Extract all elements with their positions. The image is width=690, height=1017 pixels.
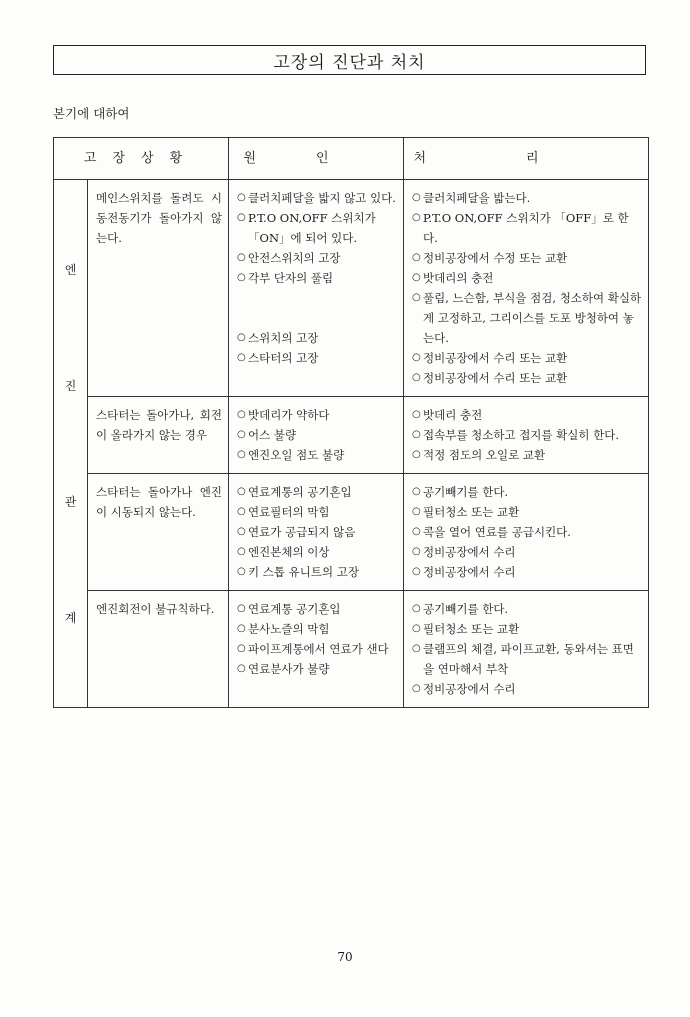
remedy-item: ○ P.T.O ON,OFF 스위치가 「OFF」로 한다. bbox=[412, 208, 642, 248]
remedy-item: ○ 클램프의 체결, 파이프교환, 동와셔는 표면을 연마해서 부착 bbox=[412, 639, 642, 679]
symptom-cell bbox=[88, 474, 229, 591]
table-header-row bbox=[54, 138, 649, 180]
cause-item: ○ 파이프계통에서 연료가 샌다 bbox=[237, 639, 397, 659]
cause-item: ○ 분사노즐의 막힘 bbox=[237, 619, 397, 639]
symptom-cell bbox=[88, 397, 229, 474]
remedy-item: ○ 필터청소 또는 교환 bbox=[412, 619, 642, 639]
cause-item: ○ P.T.O ON,OFF 스위치가 「ON」에 되어 있다. bbox=[237, 208, 397, 248]
remedy-cell bbox=[404, 591, 649, 708]
table-row bbox=[54, 474, 649, 591]
cause-item: ○ 클러치페달을 밟지 않고 있다. bbox=[237, 188, 397, 208]
cause-item: ○ 어스 불량 bbox=[237, 425, 397, 445]
cause-cell bbox=[229, 474, 404, 591]
table-row bbox=[54, 591, 649, 708]
remedy-item: ○ 밧데리의 충전 bbox=[412, 268, 642, 288]
section-subtitle: 본기에 대하여 bbox=[53, 106, 130, 121]
cause-cell bbox=[229, 591, 404, 708]
page-title: 고장의 진단과 처치 bbox=[53, 45, 646, 75]
remedy-item: ○ 정비공장에서 수리 bbox=[412, 679, 642, 699]
remedy-item: ○ 정비공장에서 수리 bbox=[412, 562, 642, 582]
symptom-cell bbox=[88, 180, 229, 397]
cause-item: ○ 연료분사가 불량 bbox=[237, 659, 397, 679]
diagnosis-table bbox=[53, 137, 649, 708]
remedy-item: ○ 콕을 열어 연료를 공급시킨다. bbox=[412, 522, 642, 542]
table-row bbox=[54, 180, 649, 397]
remedy-item: ○ 필터청소 또는 교환 bbox=[412, 502, 642, 522]
category-char: 관 bbox=[64, 494, 77, 509]
symptom-text: 메인스위치를 돌려도 시동전동기가 돌아가지 않는다. bbox=[96, 191, 223, 245]
category-cell bbox=[54, 180, 88, 708]
remedy-cell bbox=[404, 474, 649, 591]
symptom-text: 엔진회전이 불규칙하다. bbox=[96, 602, 215, 616]
spacer bbox=[237, 288, 397, 308]
remedy-cell bbox=[404, 397, 649, 474]
cause-item: ○ 안전스위치의 고장 bbox=[237, 248, 397, 268]
remedy-item: ○ 접속부를 청소하고 접지를 확실히 한다. bbox=[412, 425, 642, 445]
table-row bbox=[54, 397, 649, 474]
header-symptom: 고장상황 bbox=[54, 138, 229, 180]
remedy-item: ○ 클러치페달을 밟는다. bbox=[412, 188, 642, 208]
cause-item: ○ 연료가 공급되지 않음 bbox=[237, 522, 397, 542]
symptom-cell bbox=[88, 591, 229, 708]
cause-item: ○ 연료필터의 막힘 bbox=[237, 502, 397, 522]
remedy-item: ○ 적정 점도의 오일로 교환 bbox=[412, 445, 642, 465]
cause-item: ○ 스타터의 고장 bbox=[237, 348, 397, 368]
category-char: 계 bbox=[64, 610, 77, 625]
remedy-cell bbox=[404, 180, 649, 397]
cause-item: ○ 연료계통의 공기혼입 bbox=[237, 482, 397, 502]
remedy-item: ○ 정비공장에서 수정 또는 교환 bbox=[412, 248, 642, 268]
cause-item: ○ 키 스톱 유니트의 고장 bbox=[237, 562, 397, 582]
cause-item: ○ 스위치의 고장 bbox=[237, 328, 397, 348]
category-char: 엔 bbox=[64, 262, 77, 277]
cause-item: ○ 연료계통 공기혼입 bbox=[237, 599, 397, 619]
spacer bbox=[237, 308, 397, 328]
cause-item: ○ 각부 단자의 풀림 bbox=[237, 268, 397, 288]
cause-item: ○ 밧데리가 약하다 bbox=[237, 405, 397, 425]
remedy-item: ○ 밧데리 충전 bbox=[412, 405, 642, 425]
category-char: 진 bbox=[64, 378, 77, 393]
header-remedy: 처리 bbox=[404, 138, 649, 180]
symptom-text: 스타터는 돌아가나, 회전이 올라가지 않는 경우 bbox=[96, 408, 223, 442]
cause-item: ○ 엔진오일 점도 불량 bbox=[237, 445, 397, 465]
cause-item: ○ 엔진본체의 이상 bbox=[237, 542, 397, 562]
remedy-item: ○ 공기빼기를 한다. bbox=[412, 482, 642, 502]
remedy-item: ○ 풀림, 느슨함, 부식을 점검, 청소하여 확실하게 고정하고, 그리이스를 도포 방청하여 놓는다. bbox=[412, 288, 642, 348]
remedy-item: ○ 정비공장에서 수리 bbox=[412, 542, 642, 562]
remedy-item: ○ 정비공장에서 수리 또는 교환 bbox=[412, 348, 642, 368]
remedy-item: ○ 정비공장에서 수리 또는 교환 bbox=[412, 368, 642, 388]
symptom-text: 스타터는 돌아가나 엔진이 시동되지 않는다. bbox=[96, 485, 223, 519]
page-number: 70 bbox=[337, 950, 353, 964]
header-cause: 원인 bbox=[229, 138, 404, 180]
cause-cell bbox=[229, 180, 404, 397]
remedy-item: ○ 공기빼기를 한다. bbox=[412, 599, 642, 619]
cause-cell bbox=[229, 397, 404, 474]
